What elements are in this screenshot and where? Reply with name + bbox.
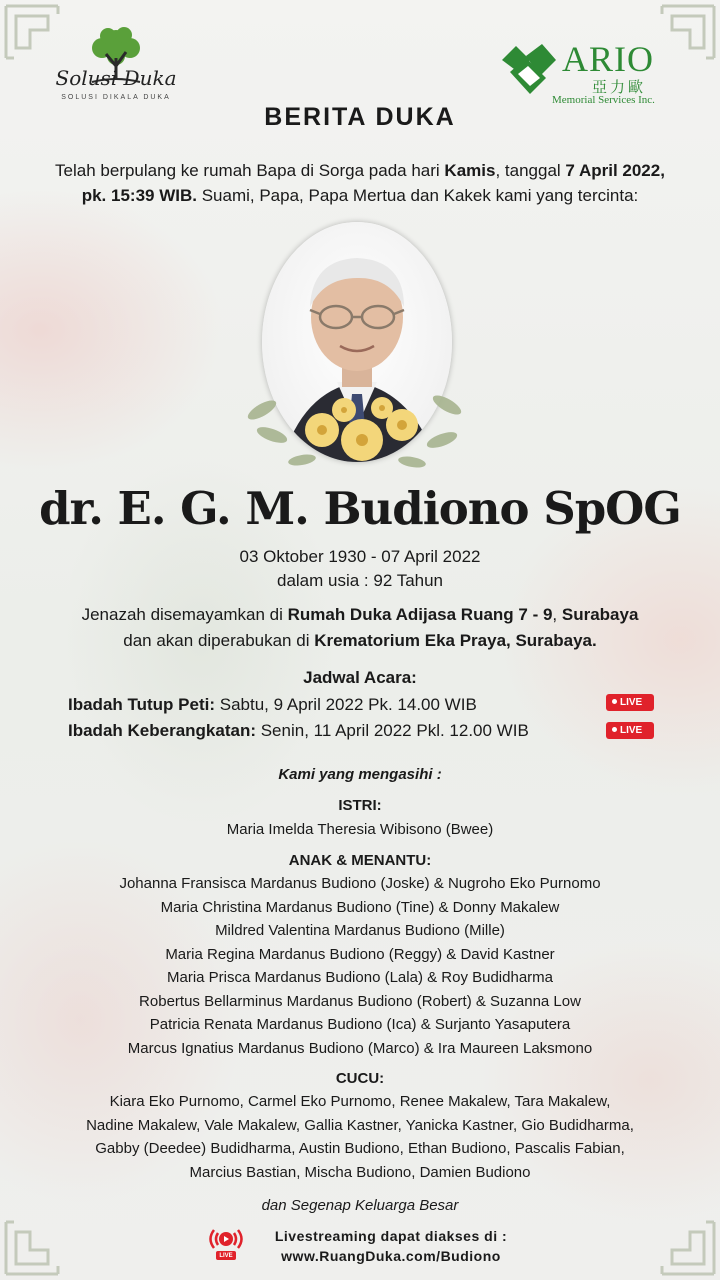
intro-time: pk. 15:39 WIB. [81, 186, 197, 205]
list-item: Johanna Fransisca Mardanus Budiono (Joske) & Nugroho Eko Purnomo [119, 875, 601, 892]
crematorium: Krematorium Eka Praya, Surabaya. [314, 631, 597, 650]
schedule-item [68, 721, 529, 741]
page-title: BERITA DUKA [264, 103, 456, 131]
live-dot-icon [612, 727, 617, 732]
livestream-icon [206, 1222, 246, 1262]
list-item: Robertus Bellarminus Mardanus Budiono (Robert) & Suzanna Low [139, 992, 581, 1010]
schedule-item-value: Sabtu, 9 April 2022 Pk. 14.00 WIB [215, 695, 477, 714]
intro-text-part: Suami, Papa, Papa Mertua dan Kakek kami yang tercinta: [196, 186, 639, 205]
livestream-icon-label: LIVE [219, 1253, 233, 1259]
schedule-item-label: Ibadah Keberangkatan: [68, 721, 256, 740]
list-item: Patricia Renata Mardanus Budiono (Ica) & Surjanto Yasaputera [149, 1016, 571, 1033]
intro-text [0, 158, 720, 208]
anak-title: ANAK & MENANTU: [288, 852, 432, 869]
istri-name: Maria Imelda Theresia Wibisono (Bwee) [226, 821, 494, 838]
ario-chinese: 亞力歐 [592, 80, 647, 96]
life-dates: 03 Oktober 1930 - 07 April 2022 [239, 547, 481, 566]
funeral-text-part: dan akan diperabukan di [123, 631, 315, 650]
schedule-item-value: Senin, 11 April 2022 Pkl. 12.00 WIB [256, 721, 529, 740]
deceased-name: dr. E. G. M. Budiono SpOG [39, 482, 681, 535]
livestream-info [256, 1226, 526, 1266]
schedule-title: Jadwal Acara: [303, 668, 417, 687]
funeral-info [0, 602, 720, 654]
funeral-venue: Rumah Duka Adijasa Ruang 7 - 9 [287, 605, 553, 624]
schedule-item [68, 695, 477, 715]
list-item: Maria Christina Mardanus Budiono (Tine) & Donny Makalew [160, 898, 560, 916]
intro-day: Kamis [444, 161, 496, 180]
cucu-list [0, 1090, 720, 1184]
list-item: Gabby (Deedee) Budidharma, Austin Budiono, Ethan Budiono, Pascalis Fabian, [95, 1140, 625, 1157]
livestream-caption: Livestreaming dapat diakses di : [274, 1228, 508, 1244]
solusi-duka-logo [36, 22, 196, 108]
live-badge[interactable] [606, 722, 654, 739]
anak-list [0, 872, 720, 1060]
list-item: Maria Regina Mardanus Budiono (Reggy) & David Kastner [165, 945, 555, 963]
list-item: Maria Prisca Mardanus Budiono (Lala) & Roy Budidharma [166, 969, 553, 986]
cucu-title: CUCU: [335, 1070, 385, 1087]
family-intro: Kami yang mengasihi : [278, 766, 442, 783]
ario-logo [496, 36, 696, 106]
list-item: Mildred Valentina Mardanus Budiono (Mille) [215, 922, 505, 939]
handshake-icon [496, 38, 560, 102]
intro-text-part: , tanggal [495, 161, 566, 180]
logo-tagline: SOLUSI DIKALA DUKA [61, 94, 171, 101]
flower-decoration-icon [242, 370, 472, 480]
intro-date: 7 April 2022, [565, 161, 665, 180]
schedule-item-label: Ibadah Tutup Peti: [68, 695, 216, 714]
funeral-text-part: Jenazah disemayamkan di [81, 605, 288, 624]
livestream-link[interactable]: www.RuangDuka.com/Budiono [281, 1248, 501, 1264]
live-dot-icon [612, 699, 617, 704]
funeral-city: Surabaya [561, 605, 639, 624]
list-item: Kiara Eko Purnomo, Carmel Eko Purnomo, Renee Makalew, Tara Makalew, [109, 1093, 611, 1110]
ario-subtitle: Memorial Services Inc. [552, 94, 655, 106]
list-item: Nadine Makalew, Vale Makalew, Gallia Kastner, Yanicka Kastner, Gio Budidharma, [86, 1116, 634, 1134]
istri-title: ISTRI: [338, 797, 382, 814]
funeral-text-part: , [552, 605, 562, 624]
ario-name: ARIO [562, 39, 654, 79]
live-badge-label: LIVE [620, 697, 643, 708]
life-dates-block [0, 545, 720, 593]
intro-text-part: Telah berpulang ke rumah Bapa di Sorga pada hari [55, 161, 445, 180]
live-badge-label: LIVE [620, 725, 643, 736]
logo-script: Solusi Duka [55, 66, 177, 90]
live-badge[interactable] [606, 694, 654, 711]
age: dalam usia : 92 Tahun [276, 571, 444, 590]
closing-text: dan Segenap Keluarga Besar [261, 1197, 459, 1214]
list-item: Marcius Bastian, Mischa Budiono, Damien Budiono [189, 1163, 531, 1181]
list-item: Marcus Ignatius Mardanus Budiono (Marco) & Ira Maureen Laksmono [127, 1039, 593, 1057]
